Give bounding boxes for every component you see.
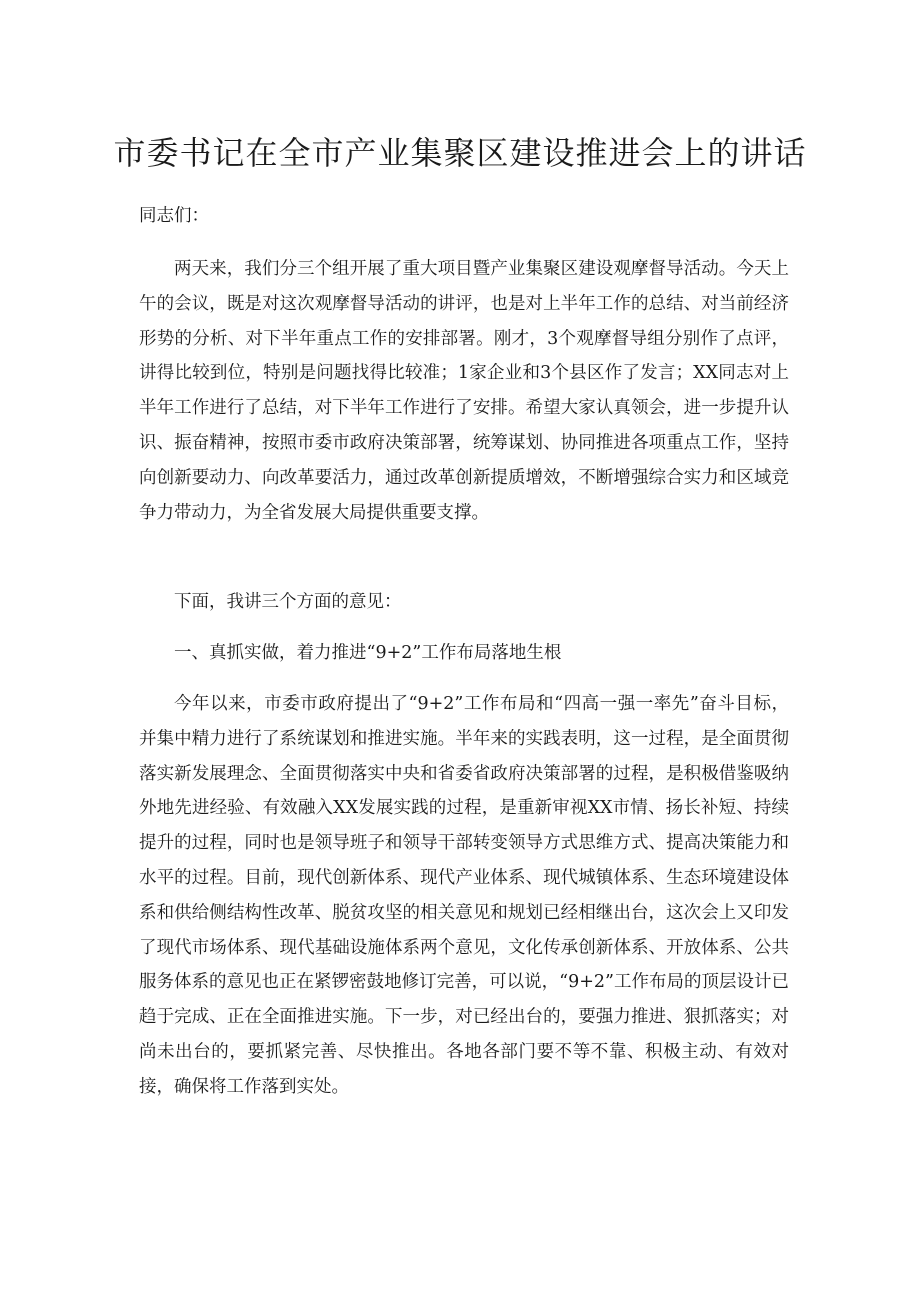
section-heading-1: 一、真抓实做，着力推进“9+2”工作布局落地生根 [174, 643, 562, 663]
paragraph-intro: 两天来，我们分三个组开展了重大项目暨产业集聚区建设观摩督导活动。今天上午的会议，既是对这次观摩督导活动的讲评，也是对上半年工作的总结、对当前经济形势的分析、对下半年重点工作的安排部署。刚才，3个观摩督导组分别作了点评，讲得比较到位，特别是问题找得比较准；1家企业和3个县区作了发言；XX同志对上半年工作进行了总结，对下半年工作进行了安排。希望大家认真领会，进一步提升认识、振奋精神，按照市委市政府决策部署，统筹谋划、协同推进各项重点工作，坚持向创新要动力、向改革要活力，通过改革创新提质增效，不断增强综合实力和区域竞争力带动力，为全省发展大局提供重要支撑。 [139, 259, 789, 523]
salutation: 同志们： [139, 206, 209, 226]
paragraph-section-1: 今年以来，市委市政府提出了“9+2”工作布局和“四高一强一率先”奋斗目标，并集中精力进行了系统谋划和推进实施。半年来的实践表明，这一过程，是全面贯彻落实新发展理念、全面贯彻落实中央和省委省政府决策部署的过程，是积极借鉴吸纳外地先进经验、有效融入XX发展实践的过程，是重新审视XX市情、扬长补短、持续提升的过程，同时也是领导班子和领导干部转变领导方式思维方式、提高决策能力和水平的过程。目前，现代创新体系、现代产业体系、现代城镇体系、生态环境建设体系和供给侧结构性改革、脱贫攻坚的相关意见和规划已经相继出台，这次会上又印发了现代市场体系、现代基础设施体系两个意见，文化传承创新体系、开放体系、公共服务体系的意见也正在紧锣密鼓地修订完善，可以说，“9+2”工作布局的顶层设计已趋于完成、正在全面推进实施。下一步，对已经出台的，要强力推进、狠抓落实；对尚未出台的，要抓紧完善、尽快推出。各地各部门要不等不靠、积极主动、有效对接，确保将工作落到实处。 [139, 694, 789, 1097]
paragraph-transition: 下面，我讲三个方面的意见： [174, 592, 402, 612]
page-title: 市委书记在全市产业集聚区建设推进会上的讲话 [113, 134, 807, 172]
